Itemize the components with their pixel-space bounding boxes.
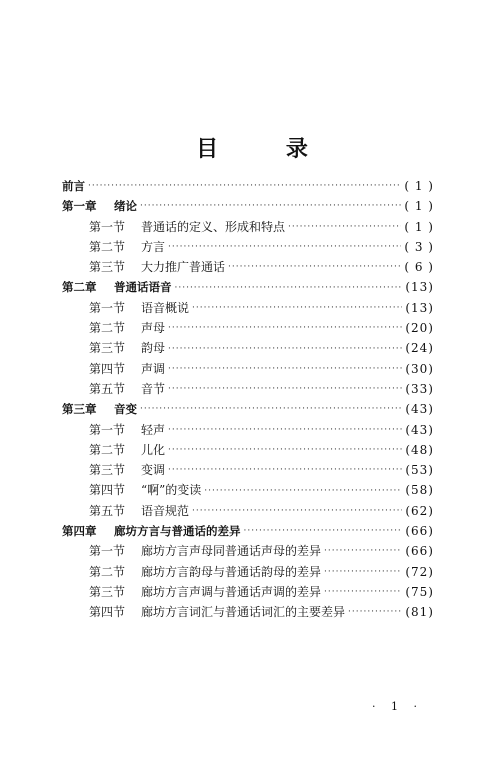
dot-leader [168, 318, 402, 338]
toc-entry-label: 变调 [141, 463, 166, 478]
toc-entry-number: 第二节 [89, 564, 126, 579]
toc-entry-label: 声调 [141, 361, 166, 376]
dot-leader [324, 582, 402, 602]
toc-entry-title [62, 399, 137, 419]
toc-entry-number: 第一节 [89, 422, 126, 437]
toc-entry [62, 460, 434, 480]
dot-leader [324, 562, 402, 582]
toc-entry [62, 217, 434, 237]
toc-entry-number: 第二节 [89, 321, 126, 336]
toc-entry-title [89, 582, 321, 602]
toc-entry-title [89, 217, 285, 237]
toc-entry-label: 语音规范 [141, 503, 190, 518]
dot-leader [140, 399, 402, 419]
dot-leader [168, 237, 401, 257]
page-title: 目 录 [196, 137, 338, 162]
toc-entry-label: 廊坊方言词汇与普通话词汇的主要差异 [141, 605, 346, 620]
toc-entry-title [62, 196, 137, 216]
toc-entry-number: 第四节 [89, 605, 126, 620]
dot-leader [168, 379, 402, 399]
dot-leader [348, 602, 402, 622]
toc-entry-number: 第二节 [89, 442, 126, 457]
dot-leader [168, 339, 402, 359]
dot-leader [244, 521, 403, 541]
toc-entry-title [89, 562, 321, 582]
toc-entry-title [89, 501, 189, 521]
toc-page-number: (30) [405, 361, 434, 376]
toc-entry-label: “啊”的变读 [141, 483, 202, 498]
toc-entry-title [62, 521, 241, 541]
toc-entry-number: 第三节 [89, 584, 126, 599]
dot-leader [192, 501, 402, 521]
toc-entry-label: 普通话语音 [114, 280, 172, 295]
toc-page-number: (81) [405, 605, 434, 620]
toc-entry-number: 第一节 [89, 544, 126, 559]
toc-entry-label: 儿化 [141, 442, 166, 457]
toc-page-number: (75) [405, 584, 434, 599]
toc-entry-label: 大力推广普通话 [141, 260, 226, 275]
dot-leader [175, 278, 403, 298]
toc-entry-label: 音变 [114, 402, 137, 417]
toc-entry-label: 普通话的定义、形成和特点 [141, 219, 286, 234]
toc-entry-number: 第四节 [89, 361, 126, 376]
toc-page-number: (66) [405, 524, 434, 539]
toc-entry [62, 298, 434, 318]
toc-entry-title [89, 602, 345, 622]
toc-entry-title [89, 379, 165, 399]
toc-entry [62, 257, 434, 277]
dot-leader [140, 196, 401, 216]
toc-entry-label: 廊坊方言声母同普通话声母的差异 [141, 544, 322, 559]
toc-page-number: (20) [405, 321, 434, 336]
toc-page-number: (66) [405, 544, 434, 559]
toc-entry-number: 第二章 [62, 280, 97, 295]
toc-entry [62, 196, 434, 216]
toc-entry-label: 前言 [62, 179, 85, 193]
toc-page-number: (13) [405, 300, 434, 315]
toc-entry-title [62, 176, 85, 196]
toc-entry-label: 方言 [141, 239, 166, 254]
dot-leader [88, 176, 401, 196]
toc-entry [62, 541, 434, 561]
toc-page-number: (13) [405, 280, 434, 295]
toc-entry-title [89, 420, 165, 440]
toc-entry-label: 廊坊方言与普通话的差异 [114, 524, 241, 539]
dot-leader [228, 257, 401, 277]
toc-entry-label: 绪论 [114, 199, 137, 214]
toc-entry-number: 第四节 [89, 483, 126, 498]
toc-entry-title [89, 257, 225, 277]
toc-entry [62, 562, 434, 582]
toc-entry-label: 轻声 [141, 422, 166, 437]
dot-leader [204, 481, 402, 501]
toc-entry-title [89, 318, 165, 338]
toc-entry [62, 277, 434, 297]
toc-page-number: (48) [405, 442, 434, 457]
toc-page-number: (33) [405, 381, 434, 396]
toc-entry-number: 第三节 [89, 463, 126, 478]
table-of-contents [62, 176, 434, 623]
dot-leader [324, 541, 402, 561]
toc-entry-number: 第一章 [62, 199, 97, 214]
toc-entry-title [62, 277, 172, 297]
toc-entry-number: 第五节 [89, 503, 126, 518]
toc-entry-title [89, 338, 165, 358]
toc-entry-label: 语音概说 [141, 300, 190, 315]
toc-entry [62, 338, 434, 358]
toc-entry-number: 第三节 [89, 260, 126, 275]
toc-entry-title [89, 359, 165, 379]
toc-entry-label: 廊坊方言韵母与普通话韵母的差异 [141, 564, 322, 579]
toc-entry [62, 399, 434, 419]
toc-entry-number: 第一节 [89, 300, 126, 315]
toc-page-number: (62) [405, 503, 434, 518]
toc-entry-title [89, 237, 165, 257]
dot-leader [288, 217, 401, 237]
toc-page-number: (53) [405, 463, 434, 478]
toc-entry [62, 480, 434, 500]
toc-page-number: (43) [405, 402, 434, 417]
toc-page-number: ( 1 ) [404, 219, 434, 234]
toc-page-number: (72) [405, 564, 434, 579]
toc-entry-title [89, 541, 321, 561]
toc-entry-label: 廊坊方言声调与普通话声调的差异 [141, 584, 322, 599]
dot-leader [192, 298, 402, 318]
toc-page-number: ( 6 ) [404, 260, 434, 275]
dot-leader [168, 359, 402, 379]
toc-entry-label: 声母 [141, 321, 166, 336]
toc-entry-number: 第一节 [89, 219, 126, 234]
toc-entry-number: 第五节 [89, 381, 126, 396]
toc-page-number: ( 1 ) [404, 199, 434, 214]
toc-entry [62, 176, 434, 196]
toc-entry [62, 359, 434, 379]
toc-entry-label: 音节 [141, 381, 166, 396]
toc-page-number: ( 1 ) [404, 179, 434, 193]
toc-entry-number: 第三章 [62, 402, 97, 417]
toc-entry-title [89, 460, 165, 480]
toc-entry-title [89, 298, 189, 318]
toc-entry [62, 420, 434, 440]
toc-entry [62, 440, 434, 460]
dot-leader [168, 460, 402, 480]
toc-entry-number: 第二节 [89, 239, 126, 254]
page-number: · 1 · [372, 700, 423, 713]
toc-entry [62, 602, 434, 622]
toc-entry [62, 379, 434, 399]
dot-leader [168, 440, 402, 460]
toc-page-number: (58) [405, 483, 434, 498]
toc-entry [62, 501, 434, 521]
toc-entry [62, 521, 434, 541]
toc-entry-title [89, 480, 201, 500]
toc-page-number: ( 3 ) [404, 239, 434, 254]
toc-entry [62, 318, 434, 338]
toc-entry [62, 582, 434, 602]
toc-entry-label: 韵母 [141, 341, 166, 356]
toc-entry-number: 第三节 [89, 341, 126, 356]
toc-page-number: (24) [405, 341, 434, 356]
dot-leader [168, 420, 402, 440]
toc-entry [62, 237, 434, 257]
toc-entry-title [89, 440, 165, 460]
toc-page-number: (43) [405, 422, 434, 437]
toc-entry-number: 第四章 [62, 524, 97, 539]
